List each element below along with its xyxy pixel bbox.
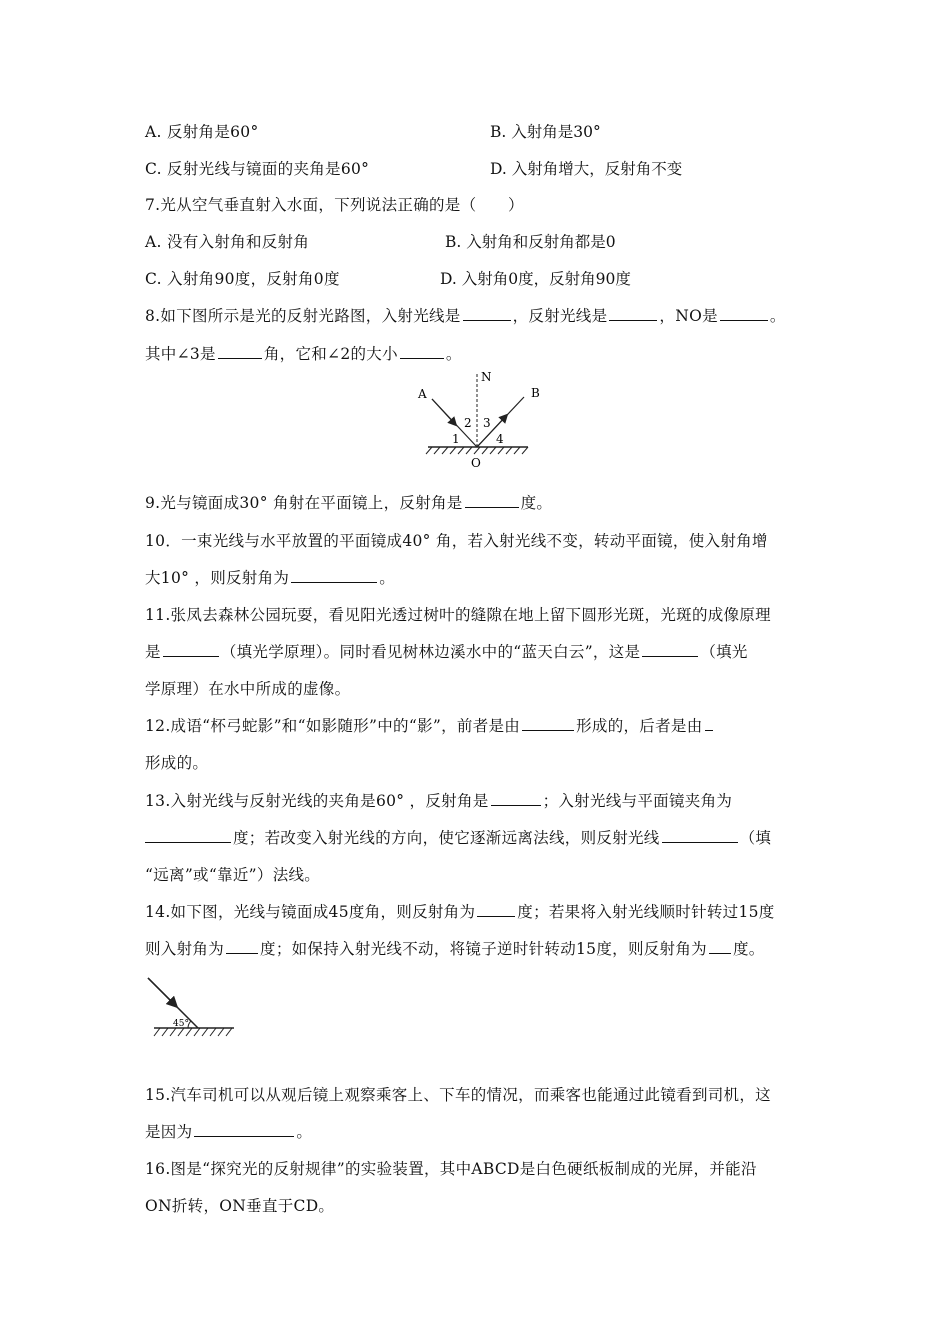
q13-line-1: 13.入射光线与反射光线的夹角是60° ，反射角是 ；入射光线与平面镜夹角为 [145, 792, 733, 810]
mirror-hatching [154, 1028, 232, 1036]
q15-line-2: 是因为 。 [145, 1123, 313, 1141]
answer-blank[interactable] [465, 493, 519, 508]
q11-line-2: 是 （填光学原理）。同时看见树林边溪水中的“蓝天白云”，这是 （填光 [145, 643, 748, 661]
q11-line-3: 学原理）在水中所成的虚像。 [145, 680, 351, 698]
label-o: O [471, 456, 481, 470]
q7-option-d: D. 入射角0度，反射角90度 [440, 270, 631, 288]
angle-4: 4 [496, 432, 504, 446]
angle-2: 2 [464, 416, 472, 430]
answer-blank[interactable] [522, 716, 574, 731]
q14-line-1: 14.如下图，光线与镜面成45度角，则反射角为 度；若果将入射光线顺时针转过15度 [145, 903, 775, 921]
answer-blank[interactable] [477, 902, 515, 917]
answer-blank[interactable] [705, 716, 713, 731]
q6-option-b: B. 入射角是30° [490, 123, 601, 141]
q6-option-c: C. 反射光线与镜面的夹角是60° [145, 160, 370, 178]
answer-blank[interactable] [163, 642, 219, 657]
answer-blank[interactable] [291, 568, 377, 583]
q7-option-b: B. 入射角和反射角都是0 [445, 233, 616, 251]
q14-line-2: 则入射角为 度；如保持入射光线不动，将镜子逆时针转动15度，则反射角为 度。 [145, 940, 765, 958]
answer-blank[interactable] [642, 642, 698, 657]
q12-line-1: 12.成语“杯弓蛇影”和“如影随形”中的“影”，前者是由 形成的，后者是由 [145, 714, 715, 736]
answer-blank[interactable] [218, 344, 262, 359]
answer-blank[interactable] [400, 344, 444, 359]
q6-option-d: D. 入射角增大，反射角不变 [490, 160, 683, 178]
incident-arrow [432, 399, 454, 423]
answer-blank[interactable] [709, 939, 731, 954]
answer-blank[interactable] [662, 828, 738, 843]
label-n: N [481, 370, 492, 384]
q16-line-2: ON折转，ON垂直于CD。 [145, 1197, 335, 1215]
q8-line-2: 其中∠3是 角，它和∠2的大小 。 [145, 345, 462, 363]
q10-line-1: 10．一束光线与水平放置的平面镜成40° 角，若入射光线不变，转动平面镜，使入射角增 [145, 532, 768, 550]
angle-label: 45° [173, 1019, 189, 1029]
label-b: B [531, 386, 540, 400]
answer-blank[interactable] [145, 828, 231, 843]
q9-line: 9.光与镜面成30° 角射在平面镜上，反射角是 度。 [145, 494, 553, 512]
q15-line-1: 15.汽车司机可以从观后镜上观察乘客上、下车的情况，而乘客也能通过此镜看到司机，这 [145, 1086, 771, 1104]
answer-blank[interactable] [720, 306, 768, 321]
answer-blank[interactable] [194, 1122, 294, 1137]
angle-1: 1 [452, 432, 460, 446]
reflection-diagram [410, 366, 550, 472]
q7-stem: 7.光从空气垂直射入水面，下列说法正确的是（ ） [145, 196, 524, 214]
answer-blank[interactable] [491, 791, 541, 806]
q7-option-c: C. 入射角90度，反射角0度 [145, 270, 340, 288]
q13-line-3: “远离”或“靠近”）法线。 [145, 866, 321, 884]
q8-line-1: 8.如下图所示是光的反射光路图，入射光线是 ，反射光线是 ，NO是 。 [145, 307, 786, 325]
q13-line-2: 度；若改变入射光线的方向，使它逐渐远离法线，则反射光线 （填 [145, 826, 771, 848]
mirror-hatching [426, 447, 528, 454]
q6-option-a: A. 反射角是60° [145, 123, 259, 141]
incident-arrow [148, 978, 174, 1004]
q10-line-2: 大10° ，则反射角为 。 [145, 569, 396, 587]
answer-blank[interactable] [463, 306, 511, 321]
mirror-45-diagram [140, 966, 240, 1046]
angle-3: 3 [483, 416, 491, 430]
label-a: A [418, 387, 427, 401]
answer-blank[interactable] [609, 306, 657, 321]
q7-option-a: A. 没有入射角和反射角 [145, 233, 310, 251]
q12-line-2: 形成的。 [145, 754, 209, 772]
answer-blank[interactable] [226, 939, 258, 954]
q11-line-1: 11.张凤去森林公园玩耍，看见阳光透过树叶的缝隙在地上留下圆形光斑，光斑的成像原理 [145, 606, 771, 624]
q16-line-1: 16.图是“探究光的反射规律”的实验装置，其中ABCD是白色硬纸板制成的光屏，并能沿 [145, 1160, 757, 1178]
